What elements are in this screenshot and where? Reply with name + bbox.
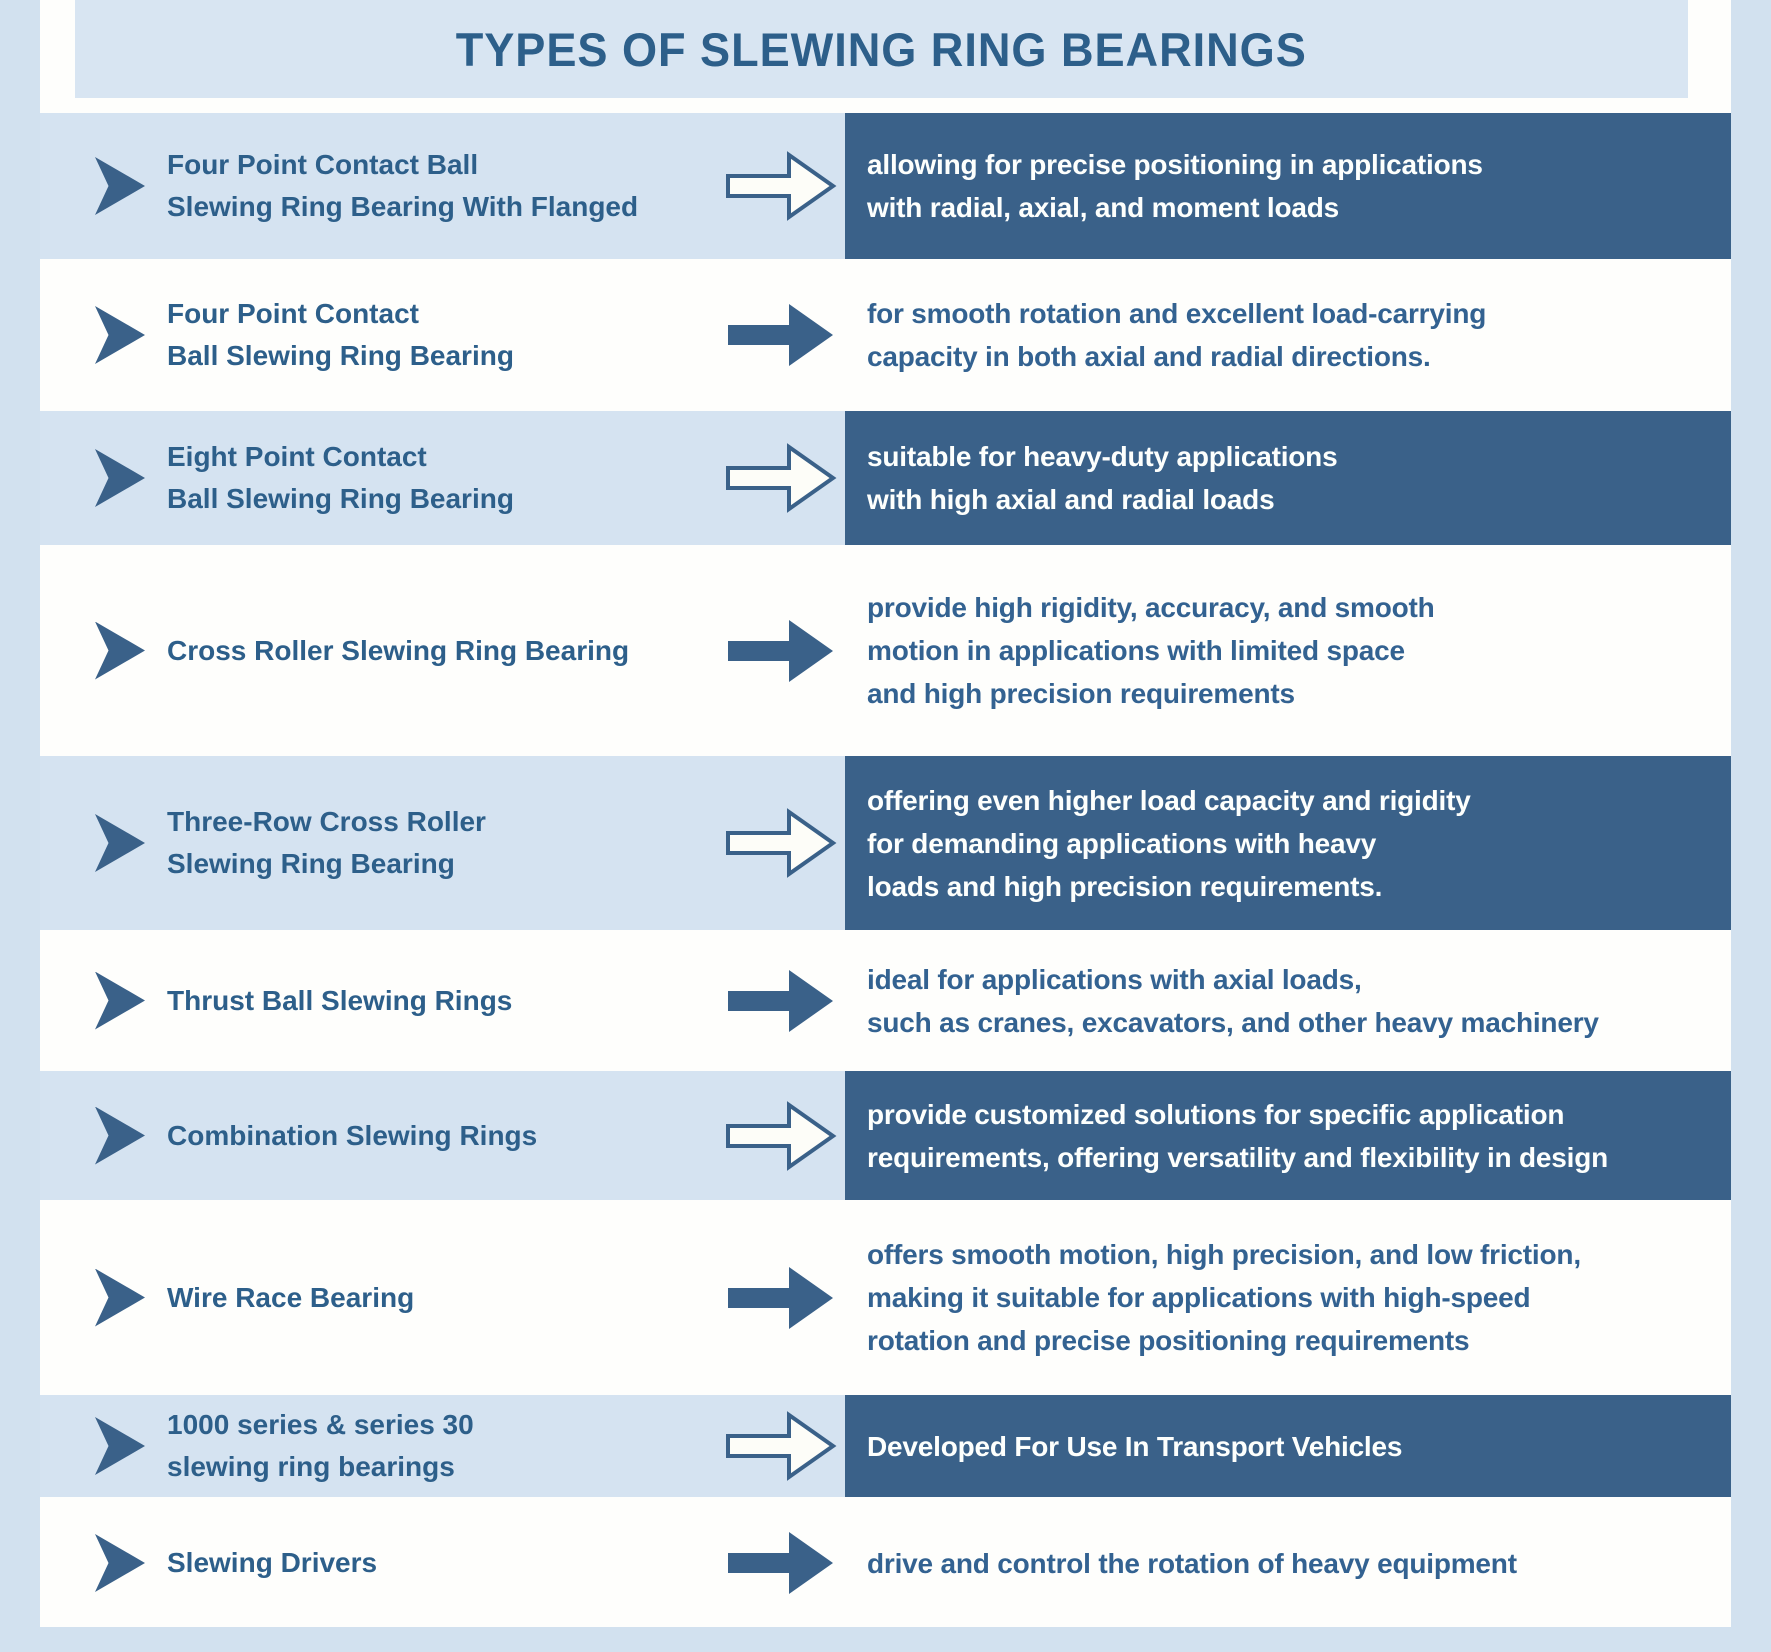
bearing-type-label: [167, 630, 725, 672]
right-arrow-icon: [725, 807, 837, 879]
right-arrow-icon: [725, 1262, 837, 1334]
bearing-description-line: requirements, offering versatility and flexibility in design: [867, 1141, 1609, 1173]
bearing-row: [40, 548, 1731, 753]
bearing-type-label-line: Eight Point Contact: [167, 441, 427, 472]
bearing-type-label-line: Four Point Contact Ball: [167, 149, 479, 180]
bearing-description: [845, 411, 1731, 545]
bearing-description: [845, 548, 1731, 753]
bearing-type-label: [167, 436, 725, 520]
triangle-bullet-icon: [95, 157, 145, 215]
bearing-type-label-line: Three-Row Cross Roller: [167, 806, 486, 837]
bearing-type-label: [167, 1277, 725, 1319]
right-arrow-icon: [725, 150, 837, 222]
bearing-type-label: [167, 1115, 725, 1157]
triangle-bullet-icon: [95, 622, 145, 680]
bearing-description-line: allowing for precise positioning in applications: [867, 149, 1483, 180]
bearing-type-label: [167, 1542, 725, 1584]
bearing-type-label-line: Ball Slewing Ring Bearing: [167, 483, 514, 514]
bearing-row: [40, 262, 1731, 408]
bearing-type-label: [167, 144, 725, 228]
bearing-row: [40, 113, 1731, 259]
triangle-bullet-icon: [95, 1534, 145, 1592]
right-arrow-icon: [725, 442, 837, 514]
bearing-description-line: with radial, axial, and moment loads: [867, 192, 1340, 223]
bearing-description-line: offers smooth motion, high precision, and low friction,: [867, 1239, 1581, 1270]
bearing-type-label-line: Ball Slewing Ring Bearing: [167, 340, 514, 371]
bearing-type-label: [167, 1404, 725, 1488]
bearing-description: [845, 1500, 1731, 1626]
bearing-row-left: [40, 262, 845, 408]
bearing-type-label-line: Slewing Ring Bearing With Flanged: [167, 191, 639, 222]
bearing-description-line: such as cranes, excavators, and other heavy machinery: [867, 1006, 1599, 1038]
bearing-description-line: with high axial and radial loads: [867, 484, 1275, 515]
bearing-type-label: [167, 801, 725, 885]
bearing-row-left: [40, 1071, 845, 1200]
bearing-row-left: [40, 1395, 845, 1497]
bearing-type-label-line: Slewing Drivers: [167, 1547, 378, 1578]
triangle-bullet-icon: [95, 449, 145, 507]
bearing-row: [40, 1395, 1731, 1497]
bearing-description-line: Developed For Use In Transport Vehicles: [867, 1430, 1403, 1462]
triangle-bullet-icon: [95, 1107, 145, 1165]
right-arrow-icon: [725, 1100, 837, 1172]
bearing-row-left: [40, 756, 845, 930]
bearing-description: [845, 262, 1731, 408]
bearing-type-label-line: Combination Slewing Rings: [167, 1119, 538, 1151]
triangle-bullet-icon: [95, 1417, 145, 1475]
bearing-description-line: for smooth rotation and excellent load-carrying: [867, 298, 1487, 329]
bearing-row-left: [40, 1203, 845, 1392]
bearing-type-label: [167, 980, 725, 1022]
bearing-description-line: offering even higher load capacity and rigidity: [867, 784, 1471, 816]
triangle-bullet-icon: [95, 814, 145, 872]
bearing-description: [845, 1203, 1731, 1392]
title-band: [75, 0, 1688, 98]
page-title: TYPES OF SLEWING RING BEARINGS: [455, 22, 1308, 76]
bearing-type-label-line: Four Point Contact: [167, 298, 419, 329]
bearing-description-line: for demanding applications with heavy: [867, 827, 1377, 859]
bearing-description-line: capacity in both axial and radial directions.: [867, 341, 1431, 372]
bearing-type-label-line: Cross Roller Slewing Ring Bearing: [167, 634, 630, 666]
bearing-row: [40, 1071, 1731, 1200]
right-arrow-icon: [725, 1527, 837, 1599]
bearing-type-label: [167, 293, 725, 377]
bearing-description: [845, 1071, 1731, 1200]
bearing-row: [40, 933, 1731, 1068]
bearing-row: [40, 1500, 1731, 1626]
bearing-type-label-line: slewing ring bearings: [167, 1451, 455, 1482]
bearing-row-left: [40, 113, 845, 259]
triangle-bullet-icon: [95, 1269, 145, 1327]
bearing-description-line: ideal for applications with axial loads,: [867, 963, 1362, 995]
bearing-row-left: [40, 933, 845, 1068]
bearing-row: [40, 1203, 1731, 1392]
bearing-description-line: loads and high precision requirements.: [867, 870, 1383, 902]
bearing-description-line: drive and control the rotation of heavy equipment: [867, 1547, 1517, 1579]
bearing-description: [845, 113, 1731, 259]
right-arrow-icon: [725, 965, 837, 1037]
bearing-type-label-line: Wire Race Bearing: [167, 1281, 415, 1313]
bearing-description-line: provide high rigidity, accuracy, and smooth: [867, 592, 1435, 623]
right-arrow-icon: [725, 299, 837, 371]
bearing-description-line: rotation and precise positioning requirements: [867, 1325, 1470, 1356]
bearing-row: [40, 756, 1731, 930]
right-arrow-icon: [725, 615, 837, 687]
triangle-bullet-icon: [95, 306, 145, 364]
bearing-type-label-line: Thrust Ball Slewing Rings: [167, 984, 513, 1016]
bearing-description-line: suitable for heavy-duty applications: [867, 441, 1338, 472]
bearing-description: [845, 756, 1731, 930]
bearing-rows: [40, 113, 1731, 1626]
bearing-description: [845, 1395, 1731, 1497]
bearing-row-left: [40, 411, 845, 545]
bearing-description-line: and high precision requirements: [867, 678, 1295, 709]
bearing-row-left: [40, 548, 845, 753]
right-arrow-icon: [725, 1410, 837, 1482]
bearing-row-left: [40, 1500, 845, 1626]
bearing-row: [40, 411, 1731, 545]
content-panel: [40, 0, 1731, 1627]
bearing-type-label-line: 1000 series & series 30: [167, 1409, 474, 1440]
bearing-description-line: provide customized solutions for specific application: [867, 1098, 1565, 1130]
bearing-type-label-line: Slewing Ring Bearing: [167, 848, 455, 879]
bearing-description: [845, 933, 1731, 1068]
bearing-description-line: motion in applications with limited space: [867, 635, 1405, 666]
triangle-bullet-icon: [95, 972, 145, 1030]
bearing-description-line: making it suitable for applications with high-speed: [867, 1282, 1531, 1313]
